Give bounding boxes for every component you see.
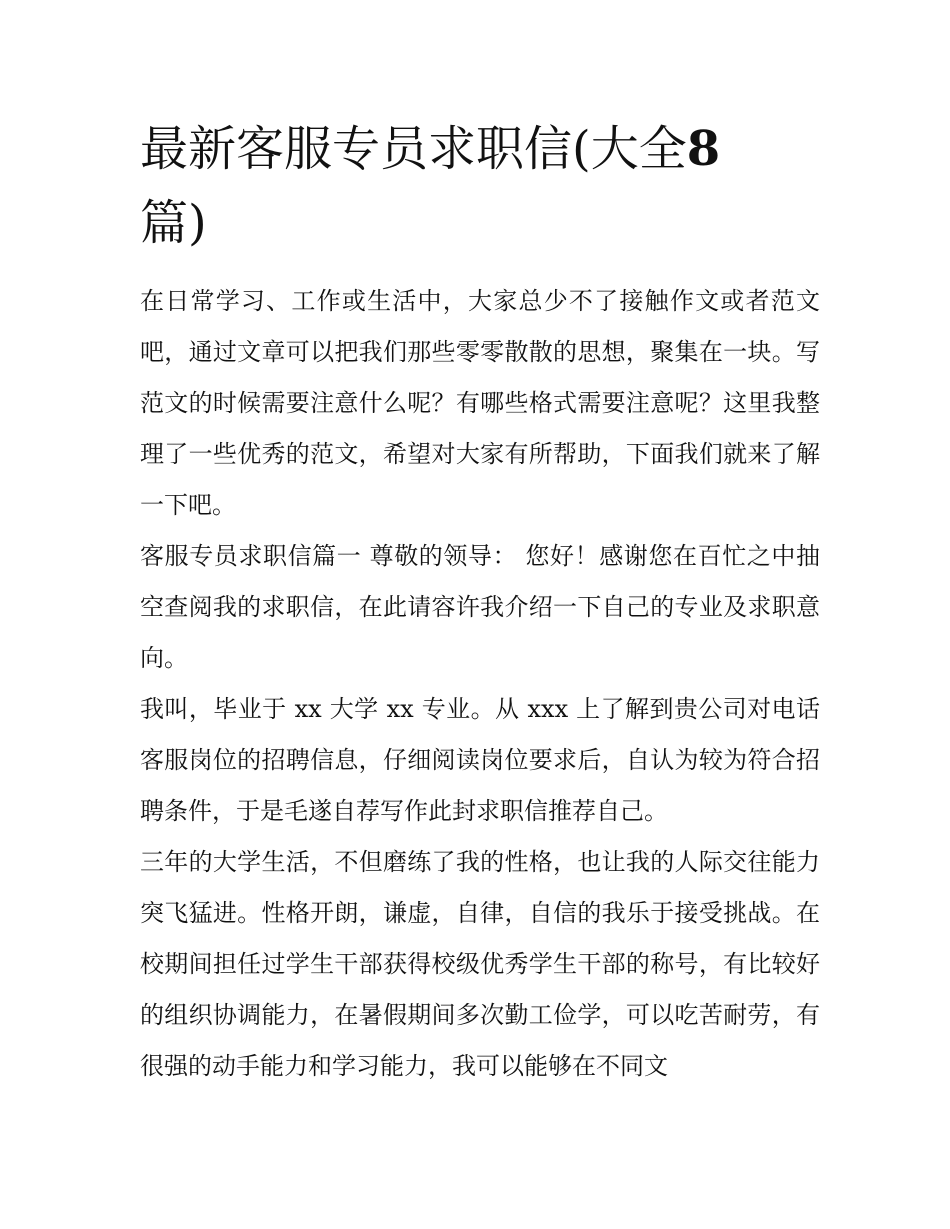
document-title — [140, 112, 820, 260]
paragraph-background: 我叫，毕业于 xx 大学 xx 专业。从 xxx 上了解到贵公司对电话客服岗位的招聘信息，仔细阅读岗位要求后，自认为较为符合招聘条件，于是毛遂自荐写作此封求职信推荐自己。 — [140, 695, 820, 825]
title-number: 8 — [686, 121, 721, 177]
title-text: 最新客服专员求职信(大全 — [140, 121, 687, 177]
paragraph-intro: 在日常学习、工作或生活中，大家总少不了接触作文或者范文吧，通过文章可以把我们那些零零散散的思想，聚集在一块。写范文的时候需要注意什么呢？有哪些格式需要注意呢？这里我整理了一些优秀的范文，希望对大家有所帮助，下面我们就来了解一下吧。 — [140, 287, 820, 519]
paragraph-experience: 三年的大学生活，不但磨练了我的性格，也让我的人际交往能力突飞猛进。性格开朗，谦虚，自律，自信的我乐于接受挑战。在校期间担任过学生干部获得校级优秀学生干部的称号，有比较好的组织协调能力，在暑假期间多次勤工俭学，可以吃苦耐劳，有很强的动手能力和学习能力，我可以能够在不同文 — [140, 848, 820, 1080]
title-text-end: 篇) — [140, 195, 207, 251]
paragraph-greeting: 客服专员求职信篇一 尊敬的领导： 您好！感谢您在百忙之中抽空查阅我的求职信，在此请容许我介绍一下自己的专业及求职意向。 — [140, 542, 820, 672]
document-body — [140, 276, 820, 1092]
